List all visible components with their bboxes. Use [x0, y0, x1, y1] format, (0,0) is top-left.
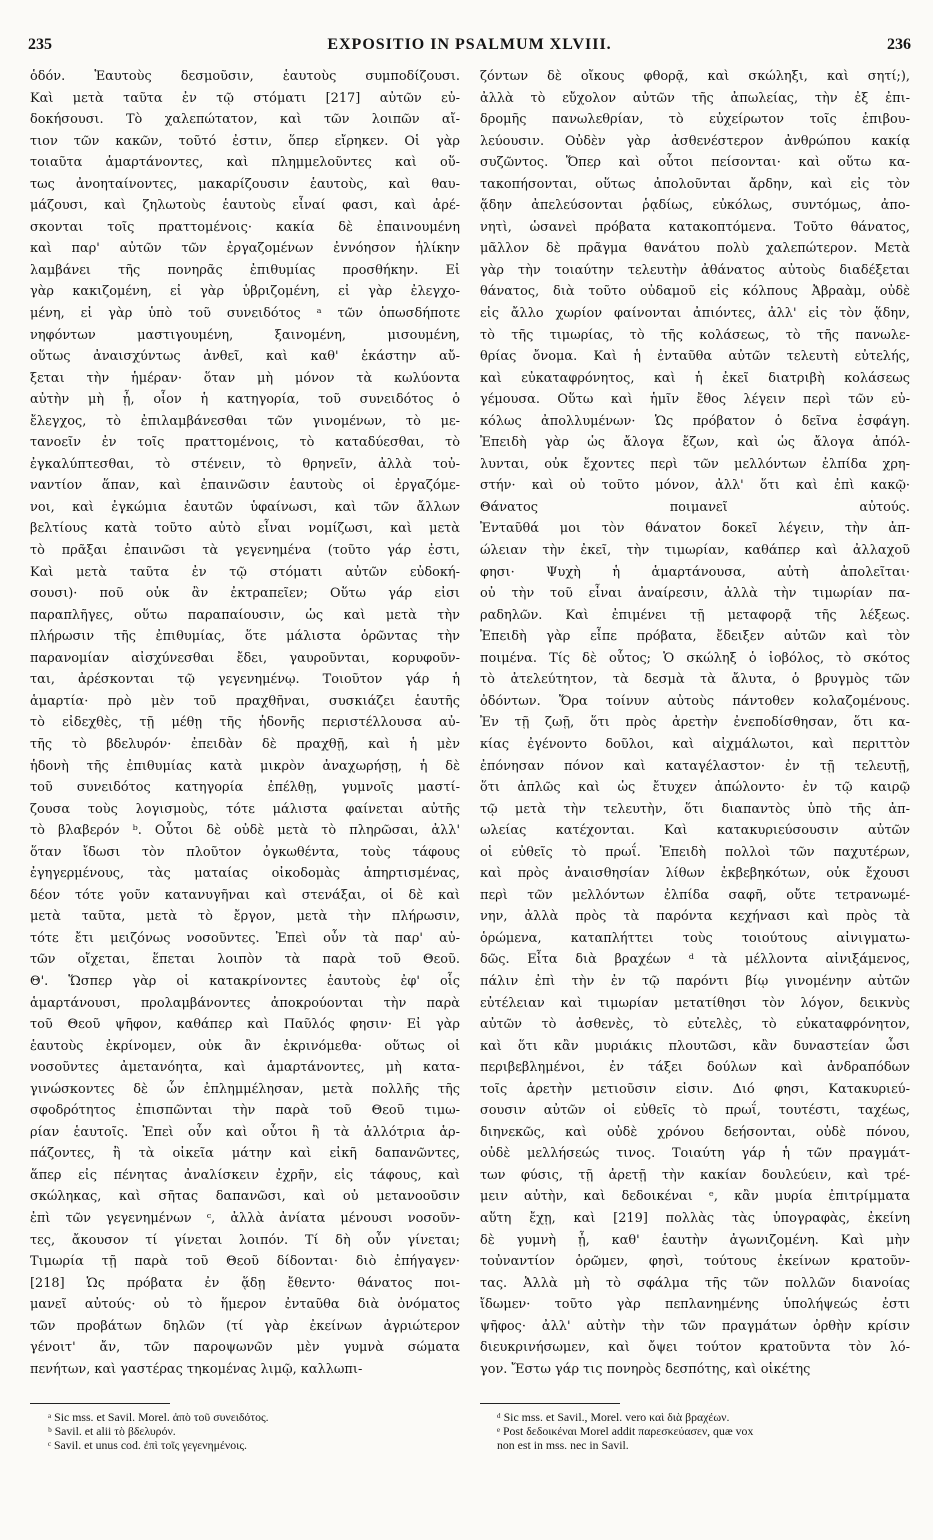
text-line: νην, ἀλλὰ πρὸς τὰ παρόντα κεχήνασι καὶ πρὸς τὰ	[480, 909, 910, 925]
text-line: γον. Ἔστω γάρ τις πονηρὸς δεσπότης, καὶ οἰκέτης	[480, 1361, 811, 1377]
text-line: καὶ εὐκαταφρόνητος, καὶ ἡ ἐκεῖ διατριβὴ κολάσεως	[480, 370, 910, 386]
text-line: Θ'. Ὥσπερ γὰρ οἱ κατακρίνοντες ἑαυτοὺς ἐφ' οἷς	[30, 973, 460, 989]
text-line: σφοδρότητος ἐπισπῶνται τὴν παρὰ τοῦ Θεοῦ τιμω-	[30, 1103, 460, 1119]
text-line: σκώληκας, καὶ σῆτας δαπανῶσι, καὶ οὐ μετανοοῦσιν	[30, 1189, 460, 1205]
footnote: ᵃ Sic mss. et Savil. Morel. ἀπὸ τοῦ συνειδότος.	[48, 1410, 269, 1424]
text-line: Θάνατος ποιμανεῖ αὐτούς.	[480, 499, 910, 515]
text-line: ται, ἀρέσκονται τῷ γεγενημένῳ. Τοιοῦτον γάρ ἡ	[30, 672, 460, 688]
text-line: Ἐπειδὴ γὰρ ὡς ἄλογα ἔζων, καὶ ὡς ἄλογα ἀπόλ-	[480, 435, 910, 451]
text-line: ᾅδην ἀπελεύσονται ῥᾳδίως, εὐκόλως, συντόμως, ἀπο-	[480, 198, 910, 214]
text-line: Τιμωρία τῇ παρὰ τοῦ Θεοῦ δίδονται· διὸ ἐπήγαγεν·	[30, 1254, 460, 1270]
text-line: τοῦ συνειδότος κατηγορία ἐπέλθῃ, γυμνοῖς μαστί-	[30, 780, 460, 796]
text-line: τοιαῦτα ἁμαρτάνοντες, καὶ πλημμελοῦντες καὶ οὕ-	[30, 155, 460, 171]
text-line: ραδηλῶν. Καὶ ἐπιμένει τῇ μεταφορᾷ τῆς λέξεως.	[480, 607, 910, 623]
text-line: ρίαν ἑαυτοῖς. Ἐπεὶ οὖν καὶ οὗτοι ἢ τὰ ἀλλότρια ἁρ-	[30, 1124, 460, 1140]
text-line: γέμουσα. Οὕτω καὶ ἡμῖν ἔθος λέγειν περὶ τῶν εὐ-	[480, 392, 910, 408]
text-line: [218] Ὡς πρόβατα ἐν ᾅδῃ ἔθεντο· θάνατος ποι-	[30, 1275, 460, 1291]
text-line: οὕτως ἀναισχύντως ἀνθεῖ, καὶ καθ' ἑκάστην αὔ-	[30, 349, 460, 365]
text-line: παραπλῆγες, οὕτω παραπαίουσιν, ὡς καὶ μετὰ τὴν	[30, 607, 460, 623]
text-line: των φύσις, τῇ ἀρετῇ τὴν κακίαν δουλεύειν, καὶ τρέ-	[480, 1167, 910, 1183]
text-line: νοσοῦντες ἀμετανόητα, καὶ ἁμαρτάνοντες, μὴ κατα-	[30, 1060, 460, 1076]
text-line: τὸ πρᾶξαι ἐπαινῶσι τὰ γεγενημένα (τοῦτο γάρ ἐστι,	[30, 543, 460, 559]
text-line: ἁμαρτάνουσι, προλαμβάνοντες ἀποκρούονται τὴν παρὰ	[30, 995, 460, 1011]
text-line: δῶς. Εἶτα διὰ βραχέων ᵈ τὰ μέλλοντα αἰνιξάμενος,	[480, 952, 910, 968]
text-line: εὐτέλειαν καὶ τιμωρίαν μετατίθησι τὸν λόγον, δεικνὺς	[480, 995, 910, 1011]
text-line: νοι, καὶ ἐγκώμια ἑαυτῶν ὑφαίνωσι, καὶ τῶν ἄλλων	[30, 499, 460, 515]
text-line: μᾶλλον δὲ πρᾶγμα θανάτου πολὺ χαλεπώτερον. Μετὰ	[480, 241, 910, 257]
text-line: αὐτὴν μὴ ᾖ, οἷον ἡ κατηγορία, τοῦ συνειδότος ὁ	[30, 392, 460, 408]
text-line: τας. Ἀλλὰ μὴ τὸ σφάλμα τῆς τῶν πολλῶν διανοίας	[480, 1275, 910, 1291]
text-line: ναντίον ἅπαν, καὶ ἐπαινῶσιν ἑαυτοὺς οἱ ἐργαζόμε-	[30, 478, 460, 494]
text-line: τως ἀνοηταίνοντες, μακαρίζουσιν ἑαυτοὺς, καὶ θαυ-	[30, 176, 460, 192]
text-line: ἀλλὰ τὸ εὔχολον αὐτῶν τῆς ἀπωλείας, τὴν ἐξ ἐπι-	[480, 90, 910, 106]
text-line: ωλείας κατέχονται. Καὶ κατακυριεύσουσιν αὐτῶν	[480, 823, 910, 839]
text-line: ὀδόντων. Ὅρα τοίνυν αὐτοὺς πάντοθεν κολαζομένους.	[480, 693, 910, 709]
text-line: καὶ παρ' αὐτῶν τῶν ἐργαζομένων ἐννόησον ἡλίκην	[30, 241, 460, 257]
text-line: Ἐπειδὴ γὰρ εἶπε πρόβατα, ἔδειξεν αὐτῶν καὶ τὸν	[480, 629, 910, 645]
text-line: ὅταν ἴδωσι τὸν πλοῦτον ὀγκωθέντα, τοὺς τάφους	[30, 844, 460, 860]
text-line: πάζοντες, ἢ τὰ οἰκεῖα μάτην καὶ εἰκῆ δαπανῶντες,	[30, 1146, 460, 1162]
text-line: λαμβάνει τῆς πονηρᾶς ἐπιθυμίας προσθήκην. Εἰ	[30, 262, 460, 278]
text-line: τανοεῖν ἐν τοῖς πραττομένοις, τὸ καταδύεσθαι, τὸ	[30, 435, 460, 451]
text-line: μετὰ ταῦτα, μετὰ τὸ ἔργον, μετὰ τὴν πλήρωσιν,	[30, 909, 460, 925]
text-line: τες, ἄκουσον τί γίνεται λοιπόν. Τί δὴ οὖν γίνεται;	[30, 1232, 460, 1248]
left-column	[30, 66, 460, 1380]
text-line: στήν· καὶ οὐ τοῦτο μόνον, ἀλλ' ὅτι καὶ ἐπὶ κακῷ·	[480, 478, 910, 494]
text-line: τῆς τὸ βδελυρόν· ἐπειδὰν δὲ πραχθῇ, καὶ ἡ μὲν	[30, 736, 460, 752]
footnote: non est in mss. nec in Savil.	[497, 1438, 629, 1452]
text-line: Ἐνταῦθά μοι τὸν θάνατον δοκεῖ λέγειν, τὴν ἀπ-	[480, 521, 910, 537]
text-line: ἑαυτοὺς ἐκρίνομεν, οὐκ ἂν ἐκρινόμεθα· οὕτως οἱ	[30, 1038, 460, 1054]
text-line: τῶν προβάτων δηλῶν (τί γὰρ ἐκείνων ἀγριώτερον	[30, 1318, 460, 1334]
text-line: ὁρώμενα, καταπλήττει τοὺς τοιούτους αἰνιγματω-	[480, 930, 910, 946]
text-line: καὶ ὅτι κἂν μυριάκις πλουτῶσι, κἂν δυναστείαν ὦσι	[480, 1038, 910, 1054]
text-line: μάζουσι, καὶ ζηλωτοὺς ἑαυτοὺς εἶναί φασι, καὶ ἀρέ-	[30, 198, 460, 214]
footnote-rule-left	[30, 1403, 170, 1404]
text-line: Ἐν τῇ ζωῇ, ὅτι πρὸς ἀρετὴν ἐνεποδίσθησαν, ὅτι κα-	[480, 715, 910, 731]
text-line: θρίας ὄνομα. Καὶ ἡ ἐνταῦθα αὐτῶν τελευτὴ εὐτελής,	[480, 349, 910, 365]
text-line: πλήρωσιν τῆς ἐπιθυμίας, ὅτε μάλιστα ὁρῶντας τὴν	[30, 629, 460, 645]
text-line: τῶν οἴχεται, ἕπεται λοιπὸν τὰ παρὰ τοῦ Θεοῦ.	[30, 952, 460, 968]
text-line: ἐγηγερμένους, τὰς ματαίας οἰκοδομὰς ἀπηρτισμένας,	[30, 866, 460, 882]
text-line: οὐδὲ μελλήσεώς τινος. Τοιαύτη γάρ ἡ τῶν πραγμάτ-	[480, 1146, 910, 1162]
footnote: ᶜ Savil. et unus cod. ἐπὶ τοῖς γεγενημένοις.	[48, 1438, 247, 1452]
text-line: τοῖς ἀρετὴν μετιοῦσιν εἰσιν. Διό φησι, Κατακυριεύ-	[480, 1081, 910, 1097]
text-line: δοκήσουσι. Τὸ χαλεπώτατον, καὶ τῶν λοιπῶν αἴ-	[30, 112, 460, 128]
text-line: ἅπερ εἰς πένητας ἀναλίσκειν ἐχρῆν, εἰς τάφους, καὶ	[30, 1167, 460, 1183]
text-line: εἰς ἄλλο χωρίον φαίνονται ἀπιόντες, ἀλλ' εἰς τὸν ᾅδην,	[480, 306, 910, 322]
text-line: ἡδονὴ τῆς ἐπιθυμίας κατὰ μικρὸν ἀναχωρήσῃ, ἡ δὲ	[30, 758, 460, 774]
text-line: ἐπόνησαν πόνον καὶ καταγέλαστον· ἐν τῇ τελευτῇ,	[480, 758, 910, 774]
text-line: μειν αὐτὴν, καὶ δεδοικέναι ᵉ, κἂν μυρία ἐπιτρίμματα	[480, 1189, 910, 1205]
text-line: γινώσκοντες δὲ ὧν ἐπλημμέλησαν, μετὰ πολλῆς τῆς	[30, 1081, 460, 1097]
text-line: ἐγκαλύπτεσθαι, τὸ στένειν, τὸ θρηνεῖν, ἀλλὰ τοὐ-	[30, 456, 460, 472]
text-line: ἐπὶ τῶν γεγενημένων ᶜ, ἀλλὰ ἀνίατα μένουσι νοσοῦν-	[30, 1210, 460, 1226]
text-line: ώλειαν τὴν ἐκεῖ, τὴν τιμωρίαν, καθάπερ καὶ ἀλλαχοῦ	[480, 543, 910, 559]
footnotes-left	[48, 1410, 478, 1452]
text-line: τὸ βλαβερόν ᵇ. Οὗτοι δὲ οὐδὲ μετὰ τὸ πληρῶσαι, ἀλλ'	[30, 823, 460, 839]
text-line: λυνται, οὐκ ἔχοντες περὶ τῶν μελλόντων ἐλπίδα χρη-	[480, 456, 910, 472]
text-line: δὲ γυμνὴ ᾖ, καθ' ἑαυτὴν ἀγωνιζομένη. Καὶ μὴν	[480, 1232, 910, 1248]
text-line: ἔλεγχος, τὸ ἐπιλαμβάνεσθαι τῶν γινομένων, τὸ με-	[30, 413, 460, 429]
text-line: θάνατος, διὰ τοῦτο οὐδαμοῦ εἰς κόλπους Ἀβραὰμ, οὐδὲ	[480, 284, 910, 300]
text-line: ὅτι ἁπλῶς καὶ ὡς ἔτυχεν ἀπώλοντο· ἐν τῷ καιρῷ	[480, 780, 910, 796]
text-line: καὶ πρὸς ἀναισθησίαν λίθων ἐκβεβηκότων, οὐκ ἔχουσι	[480, 866, 910, 882]
text-line: τὸ εἰδεχθὲς, τῇ μέθῃ τῆς ἡδονῆς περιστέλλουσα αὐ-	[30, 715, 460, 731]
text-line: σουσι)· ποῦ οὐκ ἂν ἐκτραπεῖεν; Οὕτω γάρ εἰσι	[30, 586, 460, 602]
running-header	[28, 36, 911, 60]
text-line: πάλιν ἐπὶ τὴν ἐν τῷ παρόντι βίῳ γινομένην αὐτῶν	[480, 973, 910, 989]
text-line: γὰρ κακιζομένη, εἰ γὰρ ὑβριζομένη, εἰ γὰρ ἐλεγχο-	[30, 284, 460, 300]
text-line: τὸ τῆς τιμωρίας, τὸ τῆς κολάσεως, τὸ τῆς πανωλε-	[480, 327, 910, 343]
text-line: ψῆφος· ἀλλ' αὐτὴν τὴν τῶν πραγμάτων ὀρθὴν κρίσιν	[480, 1318, 910, 1334]
text-line: γὰρ τὴν τοιαύτην τελευτὴν ἀθάνατος αὐτοὺς διαδέξεται	[480, 262, 910, 278]
text-line: νηφόντων μαστιγουμένη, ξαινομένη, μισουμένη,	[30, 327, 460, 343]
text-line: τὸ ἀτελεύτητον, τὰ δεσμὰ τὰ ἄλυτα, ὁ βρυγμὸς τῶν	[480, 672, 910, 688]
text-line: οὐ τὴν τοῦ εἶναι ἀναίρεσιν, ἀλλὰ τὴν τιμωρίαν πα-	[480, 586, 910, 602]
page-number-left: 235	[28, 36, 52, 53]
text-line: σκονται τοῖς πραττομένοις· κακία δὲ ἐπαινουμένη	[30, 219, 460, 235]
text-line: κόλως ἀπολλυμένων· Ὡς πρόβατον ὁ δεῖνα ἐσφάγη.	[480, 413, 910, 429]
text-line: τακοπήσονται, οὕτως ἀπολοῦνται ἄρδην, καὶ εἰς τὸν	[480, 176, 910, 192]
text-line: πενήτων, καὶ γαστέρας τηκομένας λιμῷ, καλλωπι-	[30, 1361, 363, 1377]
text-line: ἁμαρτία· πρὸ μὲν τοῦ πραχθῆναι, συσκιάζει ἑαυτῆς	[30, 693, 460, 709]
text-line: νητὶ, ὡσανεὶ πρόβατα κατακοπτόμενα. Τοῦτο θάνατος,	[480, 219, 910, 235]
text-line: τιον τῶν κακῶν, τοῦτό ἐστιν, ὅπερ εἴρηκεν. Οἱ γὰρ	[30, 133, 460, 149]
text-line: Καὶ μετὰ ταῦτα ἐν τῷ στόματι [217] αὐτῶν εὐ-	[30, 90, 460, 106]
text-line: γένοιτ' ἄν, τῶν παροψωνῶν μὲν γυμνὰ σώματα	[30, 1340, 460, 1356]
text-line: δέον τότε γοῦν κατανυγῆναι καὶ στενάξαι, οἱ δὲ καὶ	[30, 887, 460, 903]
text-line: ζόντων δὲ οἴκους φθορᾷ, καὶ σκώληξι, καὶ σητί;),	[480, 69, 910, 84]
page-number-right: 236	[887, 36, 911, 53]
text-line: λεύουσιν. Οὐδὲν γὰρ ἀσθενέστερον ἀνθρώπου κακίᾳ	[480, 133, 910, 149]
footnote: ᵇ Savil. et alii τὸ βδελυρόν.	[48, 1424, 176, 1438]
text-line: Καὶ μετὰ ταῦτα ἐν τῷ στόματι αὐτῶν εὐδοκή-	[30, 564, 460, 580]
text-line: τότε ἔτι μειζόνως νοσοῦντες. Ἐπεὶ οὖν τὰ παρ' αὐ-	[30, 930, 460, 946]
text-line: οἱ εὐθεῖς τὸ πρωΐ. Ἐπειδὴ πολλοὶ τῶν παχυτέρων,	[480, 844, 910, 860]
text-line: διευκρινήσωμεν, καὶ ὄψει τούτον κρατοῦντα τὸν λό-	[480, 1340, 910, 1356]
footnote-rule-right	[480, 1403, 620, 1404]
text-line: τῷ μετὰ τὴν τελευτὴν, ὅτι διαπαντὸς ὑπὸ τῆς ἀπ-	[480, 801, 910, 817]
text-line: φησι· Ψυχὴ ἡ ἁμαρτάνουσα, αὐτὴ ἀπολεῖται·	[480, 564, 910, 580]
text-line: ποιμένα. Τίς δὲ οὗτος; Ὁ σκώληξ ὁ ἰοβόλος, τὸ σκότος	[480, 650, 910, 666]
text-line: αὐτῶν τὸ ἀσθενὲς, τὸ εὐτελὲς, τὸ εὐκαταφρόνητον,	[480, 1017, 910, 1033]
text-line: τοὐναντίον ὁρῶμεν, φησὶ, τούτους ἐκείνων κρατοῦν-	[480, 1254, 910, 1270]
text-line: κίας ἐγένοντο δοῦλοι, καὶ αἰχμάλωτοι, καὶ περιττὸν	[480, 736, 910, 752]
text-line: ζουσα τοὺς λογισμοὺς, τότε μάλιστα φαίνεται αὐτῆς	[30, 801, 460, 817]
text-line: μανεῖ αὐτούς· οὐ τὸ ἥμερον ἐνταῦθα διὰ ὀνόματος	[30, 1297, 460, 1313]
text-line: ὁδόν. Ἑαυτοὺς δεσμοῦσιν, ἑαυτοὺς συμποδίζουσι.	[30, 69, 460, 84]
text-line: σουσιν αὐτῶν οἱ εὐθεῖς τὸ πρωΐ, τουτέστι, ταχέως,	[480, 1103, 910, 1119]
footnote: ᵈ Sic mss. et Savil., Morel. vero καὶ διὰ βραχέων.	[497, 1410, 730, 1424]
text-line: παρανομίαν αἰσχύνεσθαι ἔδει, γαυροῦνται, κορυφοῦν-	[30, 650, 460, 666]
text-line: τοῦ Θεοῦ ψῆφον, καθάπερ καὶ Παῦλός φησιν· Εἰ γὰρ	[30, 1017, 460, 1033]
footnotes-right	[497, 1410, 927, 1452]
text-line: συζῶντος. Ὅπερ καὶ οὗτοι πείσονται· καὶ οὕτω κα-	[480, 155, 910, 171]
text-line: βελτίους κατὰ τοῦτο αὐτὸ εἶναι νομίζωσι, καὶ μετὰ	[30, 521, 460, 537]
running-title: EXPOSITIO IN PSALMUM XLVIII.	[327, 36, 612, 53]
footnote: ᵉ Post δεδοικέναι Morel addit παρεσκεύασεν, quæ vox	[497, 1424, 754, 1438]
text-line: αὕτη ἔχῃ, καὶ [219] πολλὰς τὰς ὑπογραφὰς, ἐκείνη	[480, 1210, 910, 1226]
text-line: περὶ τῶν μελλόντων ἐλπίδα σαφῆ, οὔτε τετρανωμέ-	[480, 887, 910, 903]
right-column	[480, 66, 910, 1380]
text-line: ἴδωμεν· τοῦτο γὰρ πεπλανημένης ὑπολήψεώς ἐστι	[480, 1297, 910, 1313]
text-line: διηνεκῶς, καὶ οὐδὲ χρόνου δεήσονται, οὐδὲ πόνου,	[480, 1124, 910, 1140]
text-line: δρομῆς πανωλεθρίαν, τὸ εὐχείρωτον τοῖς ἐπιβου-	[480, 112, 910, 128]
text-line: περιβεβλημένοι, ἐν τάξει δούλων καὶ ἀνδραπόδων	[480, 1060, 910, 1076]
text-line: μένη, εἰ γὰρ ὑπὸ τοῦ συνειδότος ᵃ τῶν ὁπωσδήποτε	[30, 306, 460, 322]
text-line: ξεται τὴν ἡμέραν· ὅταν μὴ μόνον τὰ κωλύοντα	[30, 370, 460, 386]
